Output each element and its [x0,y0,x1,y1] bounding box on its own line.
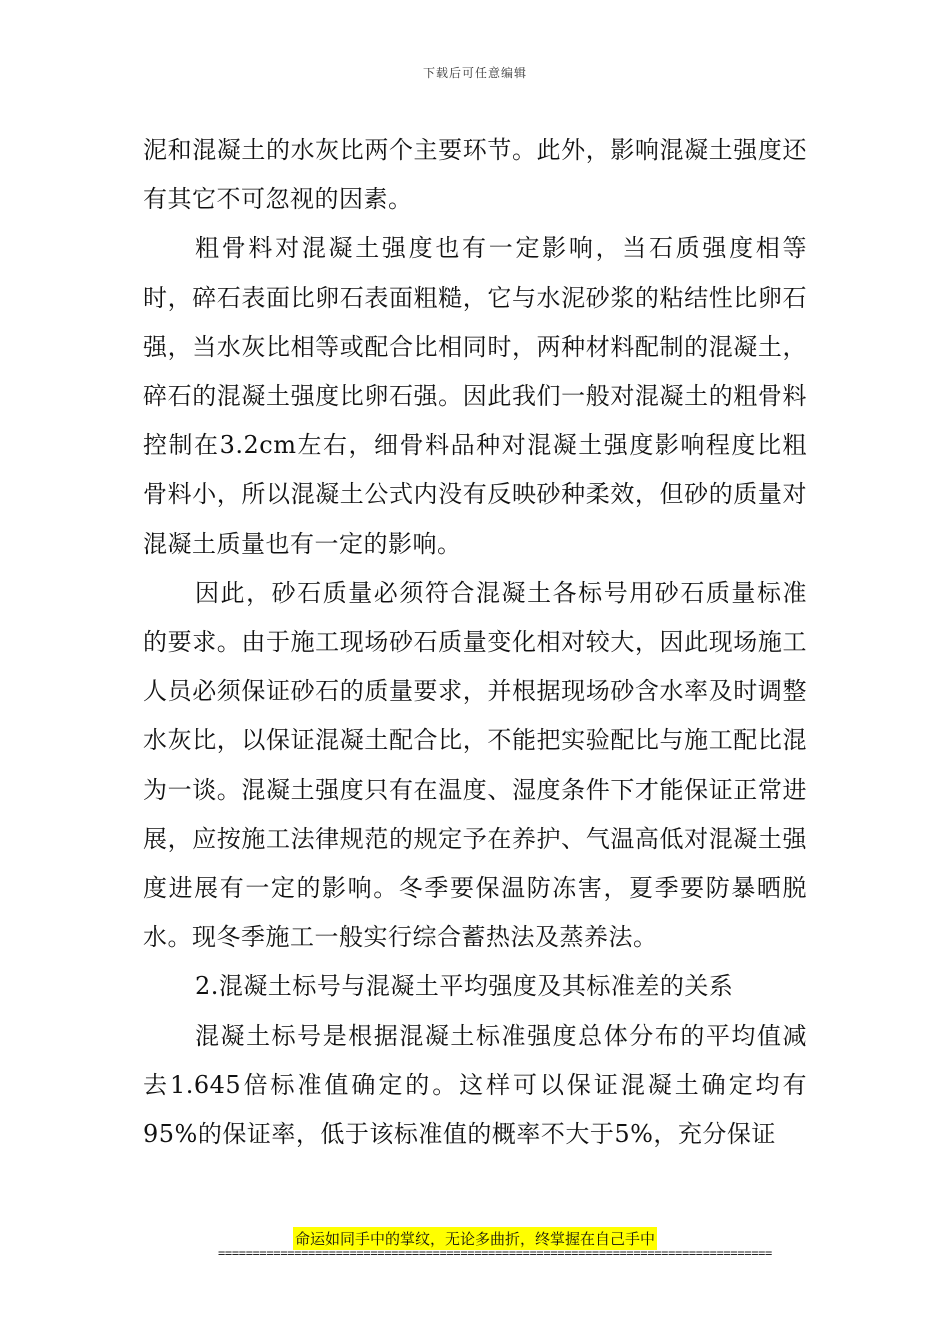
paragraph-3: 因此，砂石质量必须符合混凝土各标号用砂石质量标准的要求。由于施工现场砂石质量变化相对较大，因此现场施工人员必须保证砂石的质量要求，并根据现场砂含水率及时调整水灰比，以保证混凝土配合比，不能把实验配比与施工配比混为一谈。混凝土强度只有在温度、湿度条件下才能保证正常进展，应按施工法律规范的规定予在养护、气温高低对混凝土强度进展有一定的影响。冬季要保温防冻害，夏季要防暴晒脱水。现冬季施工一般实行综合蓄热法及蒸养法。 [143,578,807,952]
paragraph-1: 泥和混凝土的水灰比两个主要环节。此外，影响混凝土强度还有其它不可忽视的因素。 [143,136,807,214]
footer-divider: ================================================================================ [218,1246,772,1260]
paragraph-4: 混凝土标号是根据混凝土标准强度总体分布的平均值减去1.645倍标准值确定的。这样可以保证混凝土确定均有95%的保证率，低于该标准值的概率不大于5%，充分保证 [143,1021,807,1149]
page-header: 下载后可任意编辑 [422,66,527,80]
document-body [143,126,807,1159]
footer-motto-text: 命运如同手中的掌纹，无论多曲折，终掌握在自己手中 [293,1227,657,1250]
paragraph-2: 粗骨料对混凝土强度也有一定影响，当石质强度相等时，碎石表面比卵石表面粗糙，它与水泥砂浆的粘结性比卵石强，当水灰比相等或配合比相同时，两种材料配制的混凝土，碎石的混凝土强度比卵石强。因此我们一般对混凝土的粗骨料控制在3.2cm左右，细骨料品种对混凝土强度影响程度比粗骨料小，所以混凝土公式内没有反映砂种柔效，但砂的质量对混凝土质量也有一定的影响。 [143,234,807,558]
section-heading-2: 2.混凝土标号与混凝土平均强度及其标准差的关系 [195,972,734,1001]
